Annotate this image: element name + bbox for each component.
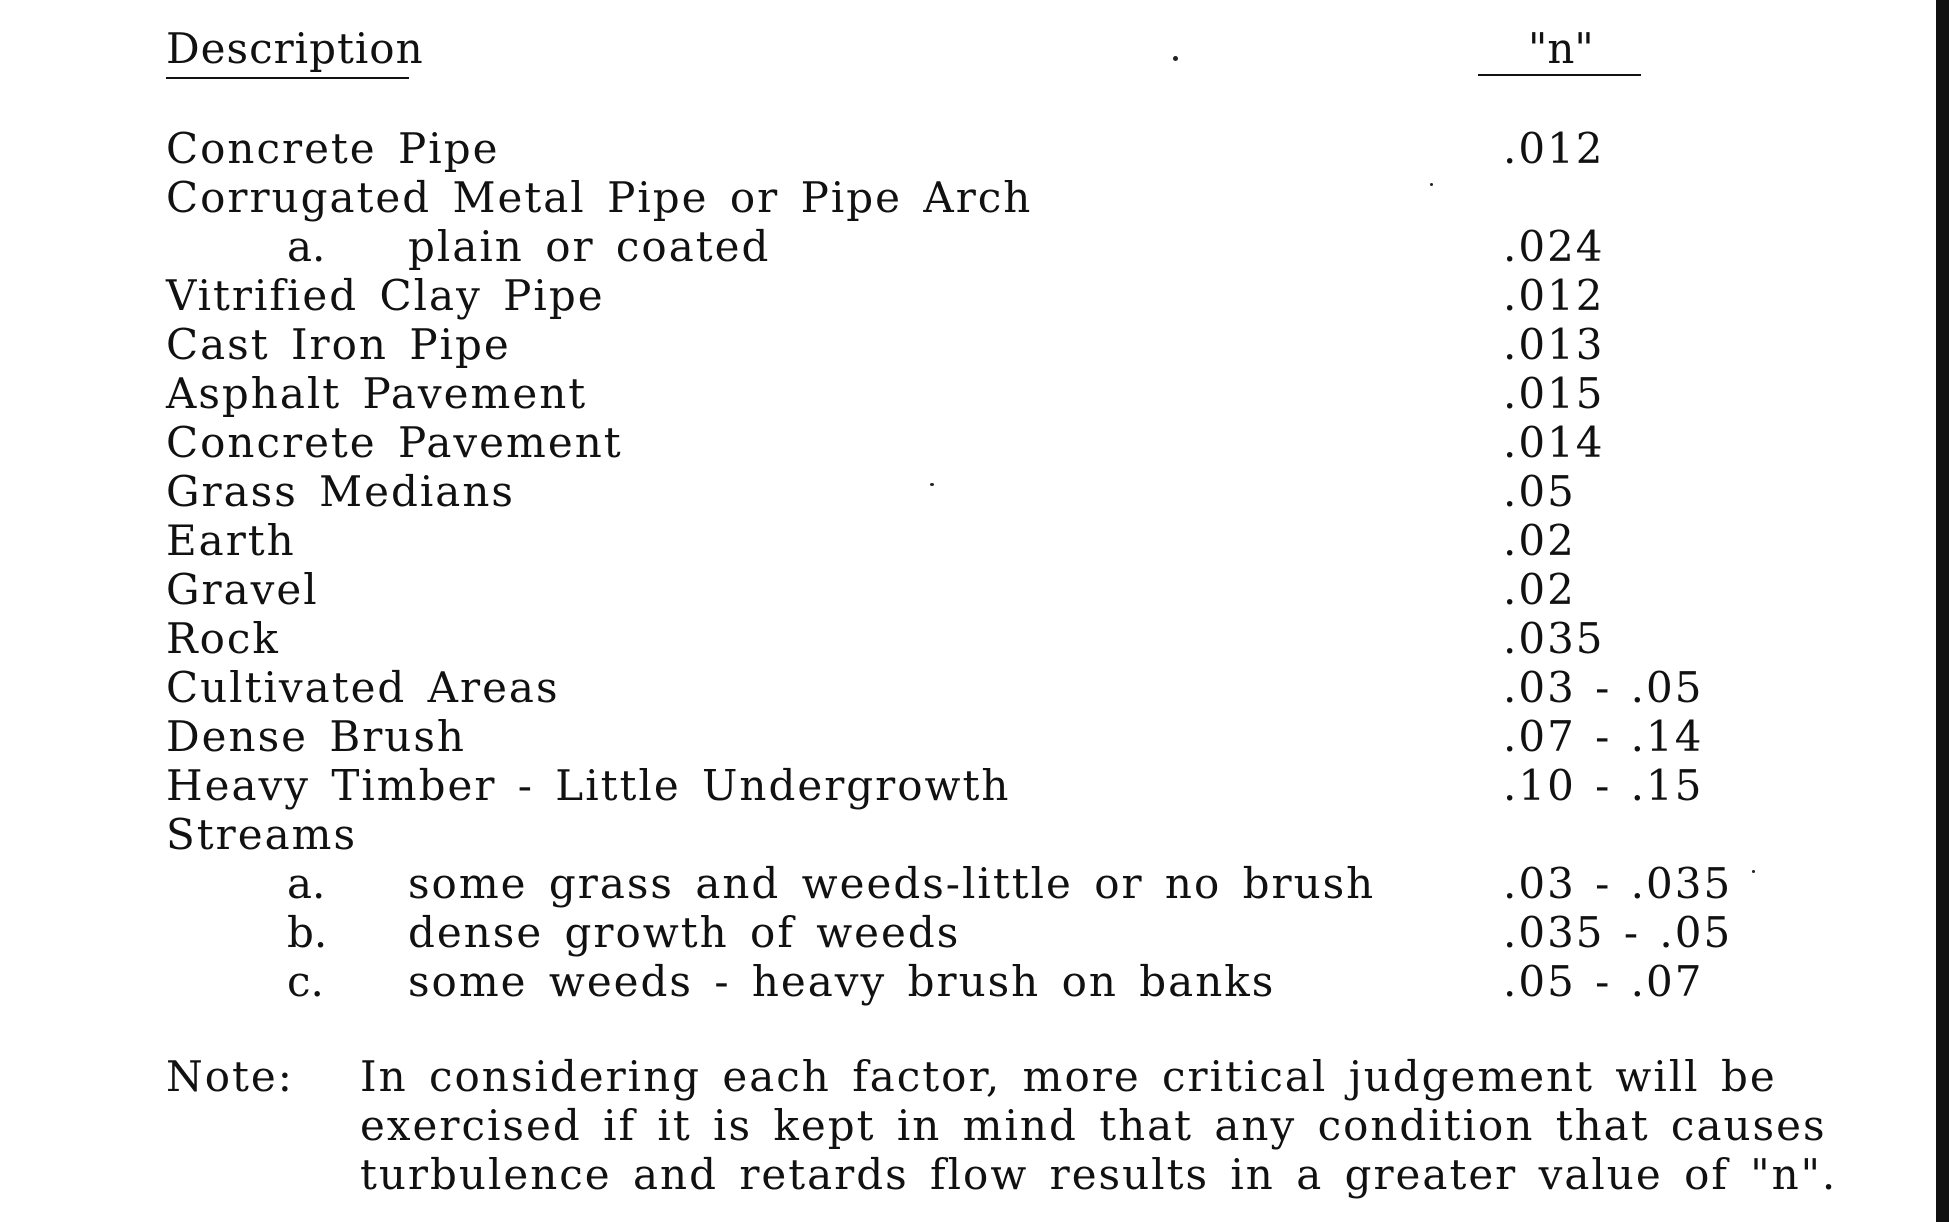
table-row	[0, 859, 1949, 907]
scan-speck	[1173, 56, 1178, 61]
row-n-value: .035	[1503, 614, 1605, 663]
row-description: Vitrified Clay Pipe	[166, 271, 605, 320]
table-row	[0, 369, 1949, 417]
table-row	[0, 810, 1949, 858]
row-n-value: .012	[1503, 271, 1605, 320]
scan-edge-border	[1936, 0, 1949, 1222]
row-n-value: .02	[1503, 516, 1576, 565]
row-n-value: .05 - .07	[1503, 957, 1704, 1006]
row-n-value: .012	[1503, 124, 1605, 173]
row-description: some grass and weeds-little or no brush	[408, 859, 1376, 908]
table-row	[0, 222, 1949, 270]
note-text-line: turbulence and retards flow results in a greater value of "n".	[360, 1150, 1838, 1199]
row-n-value: .013	[1503, 320, 1605, 369]
row-n-value: .05	[1503, 467, 1576, 516]
row-description: Earth	[166, 516, 296, 565]
row-n-value: .014	[1503, 418, 1605, 467]
table-row	[0, 271, 1949, 319]
table-row	[0, 761, 1949, 809]
row-letter: a.	[287, 859, 326, 908]
table-row	[0, 320, 1949, 368]
row-description: Concrete Pipe	[166, 124, 500, 173]
row-n-value: .015	[1503, 369, 1605, 418]
row-n-value: .03 - .035	[1503, 859, 1733, 908]
row-description: plain or coated	[408, 222, 771, 271]
row-description: Corrugated Metal Pipe or Pipe Arch	[166, 173, 1033, 222]
row-description: Dense Brush	[166, 712, 466, 761]
description-header-underline	[166, 77, 409, 79]
table-row	[0, 565, 1949, 613]
row-description: Grass Medians	[166, 467, 515, 516]
scan-speck	[1430, 183, 1433, 186]
note-text-line: exercised if it is kept in mind that any condition that causes	[360, 1101, 1827, 1150]
table-row	[0, 663, 1949, 711]
row-letter: c.	[287, 957, 324, 1006]
row-description: Rock	[166, 614, 280, 663]
n-header-underline	[1478, 74, 1641, 76]
table-row	[0, 516, 1949, 564]
table-row	[0, 124, 1949, 172]
note-label: Note:	[166, 1052, 294, 1101]
row-description: Cultivated Areas	[166, 663, 560, 712]
table-row	[0, 908, 1949, 956]
row-n-value: .07 - .14	[1503, 712, 1704, 761]
row-description: Cast Iron Pipe	[166, 320, 511, 369]
description-column-header: Description	[166, 24, 424, 73]
scan-speck	[1752, 870, 1755, 873]
row-n-value: .03 - .05	[1503, 663, 1704, 712]
row-description: Streams	[166, 810, 358, 859]
n-column-header: "n"	[1528, 24, 1594, 73]
row-letter: a.	[287, 222, 326, 271]
row-letter: b.	[287, 908, 328, 957]
scan-speck	[930, 483, 934, 486]
row-n-value: .02	[1503, 565, 1576, 614]
row-n-value: .10 - .15	[1503, 761, 1704, 810]
row-description: Heavy Timber - Little Undergrowth	[166, 761, 1011, 810]
table-row	[0, 957, 1949, 1005]
table-row	[0, 418, 1949, 466]
table-row	[0, 173, 1949, 221]
row-description: Asphalt Pavement	[166, 369, 588, 418]
note-text-line: In considering each factor, more critical judgement will be	[360, 1052, 1777, 1101]
table-row	[0, 614, 1949, 662]
table-row	[0, 712, 1949, 760]
table-row	[0, 467, 1949, 515]
row-n-value: .024	[1503, 222, 1605, 271]
row-description: Concrete Pavement	[166, 418, 623, 467]
row-description: dense growth of weeds	[408, 908, 961, 957]
row-description: some weeds - heavy brush on banks	[408, 957, 1276, 1006]
row-n-value: .035 - .05	[1503, 908, 1733, 957]
row-description: Gravel	[166, 565, 319, 614]
